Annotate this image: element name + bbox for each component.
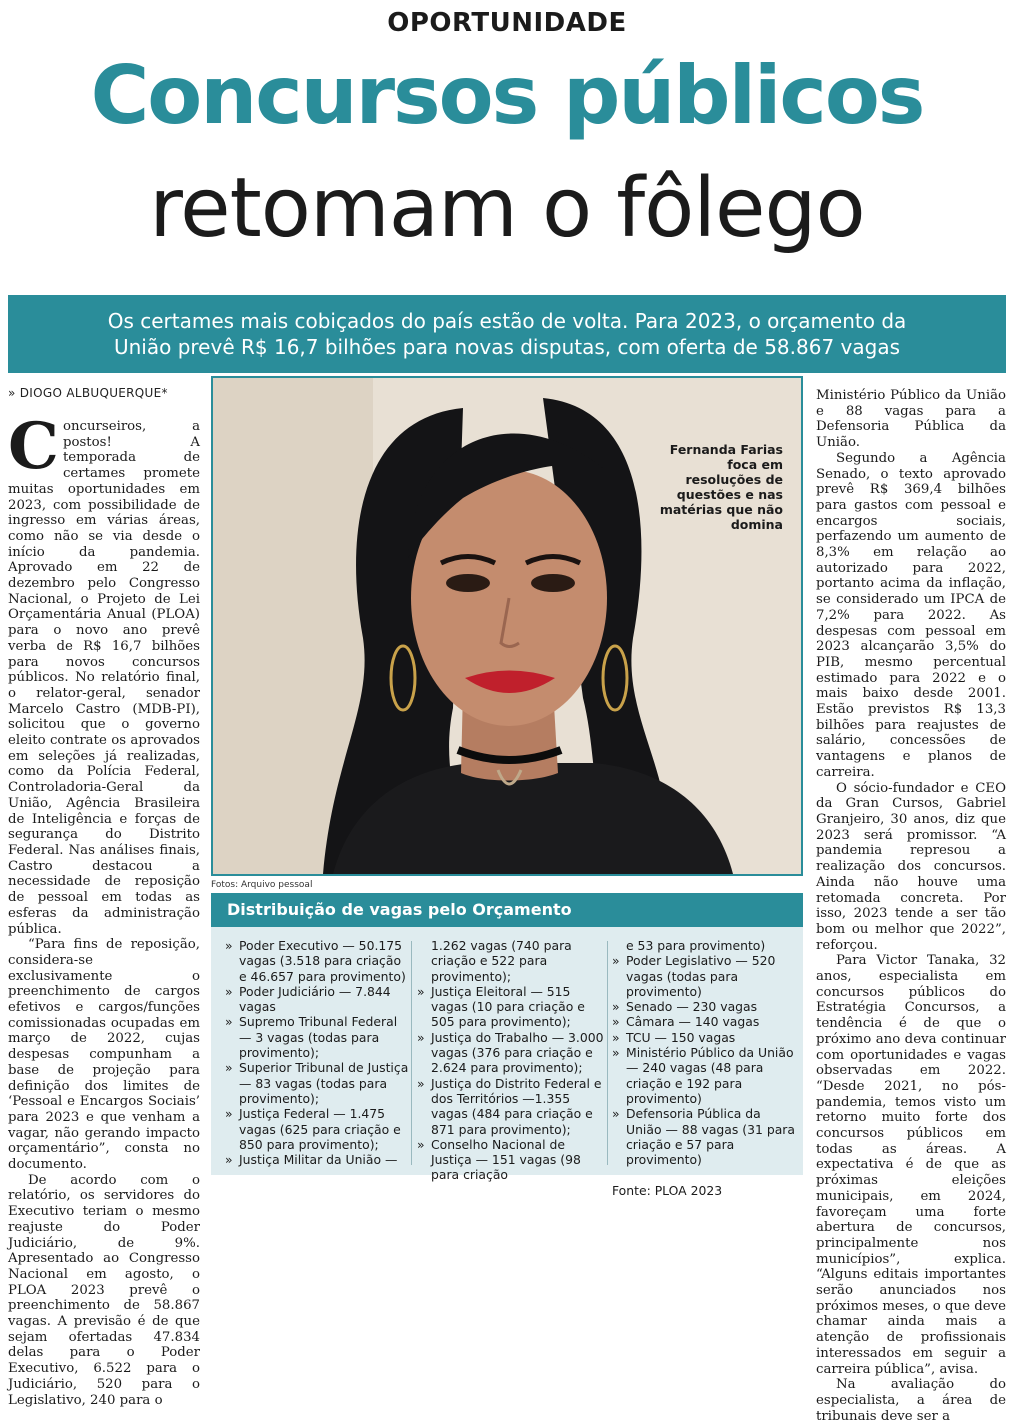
list-item — [612, 953, 795, 999]
bullet-icon: » — [225, 983, 233, 999]
list-item-text: Câmara — 140 vagas — [626, 1014, 760, 1030]
paragraph: Para Victor Tanaka, 32 anos, especialista em concursos públicos do Estratégia Concursos, a tendência é de que o próximo ano deva continuar com oportunidades e vagas observadas em 2022. “Desde 2021, no pós-pandemia, temos visto um retorno muito forte dos concursos públicos em todas as áreas. A expectativa é de que as próximas eleições municipais, em 2024, favoreçam uma forte abertura de concursos, principalmente nos municípios”, explica. “Alguns editais importantes serão anunciados nos próximos meses, o que deve chamar ainda mais a atenção de profissionais interessados em seguir a carreira pública”, avisa. — [816, 953, 1006, 1377]
list-item — [417, 1137, 604, 1183]
list-item-text: Justiça Eleitoral — 515 vagas (10 para criação e 505 para provimento); — [431, 983, 585, 1030]
section-kicker: OPORTUNIDADE — [387, 8, 627, 38]
column-divider — [411, 941, 412, 1165]
list-item — [225, 1106, 409, 1152]
paragraph-text: oncurseiros, a postos! A temporada de certames promete muitas oportunidades em 2023, com possibilidade de ingresso em várias áreas, como não se via desde o início da pandemia. Aprovado em 22 de dezembro pelo Congresso Nacional, o Projeto de Lei Orçamentária Anual (PLOA) para o novo ano prevê verba de R$ 16,7 bilhões para novos concursos públicos. No relatório final, o relator-geral, senador Marcelo Castro (MDB-PI), solicitou que o governo eleito contrate os aprovados em seleções já realizadas, como da Polícia Federal, Controladoria-Geral da União, Agência Brasileira de Inteligência e forças de segurança do Distrito Federal. Nas análises finais, Castro destacou a necessidade de reposição de pessoal em todas as esferas da administração pública. — [8, 419, 200, 937]
bullet-icon: » — [225, 1060, 233, 1076]
list-item — [612, 1030, 795, 1045]
list-item — [417, 1076, 604, 1137]
bullet-icon: » — [225, 1014, 233, 1030]
paragraph: Segundo a Agência Senado, o texto aprovado prevê R$ 369,4 bilhões para gastos com pessoal e encargos sociais, perfazendo um aumento de 8,3% em relação ao autorizado para 2022, portanto acima da inflação, se considerado um IPCA de 7,2% para 2022. As despesas com pessoal em 2023 alcançarão 3,5% do PIB, mesmo percentual estimado para 2022 e o mais baixo desde 2001. Estão previstos R$ 13,3 bilhões para reajustes de salário, concessões de vantagens e planos de carreira. — [816, 450, 1006, 780]
deck-line-2: União prevê R$ 16,7 bilhões para novas disputas, com oferta de 58.867 vagas — [113, 335, 900, 359]
list-item-text: Justiça Militar da União — — [239, 1152, 398, 1168]
article-column-left — [8, 409, 200, 1408]
list-item — [417, 1030, 604, 1076]
box-column-3 — [612, 938, 795, 1199]
list-item-continuation — [417, 938, 604, 984]
paragraph: Ministério Público da União e 88 vagas para a Defensoria Pública da União. — [816, 388, 1006, 451]
article-column-right — [816, 388, 1006, 1424]
list-item — [225, 984, 409, 1015]
list-item — [417, 984, 604, 1030]
photo-credit: Fotos: Arquivo pessoal — [211, 880, 313, 890]
paragraph: De acordo com o relatório, os servidores do Executivo teriam o mesmo reajuste do Poder Judiciário, de 9%. Apresentado ao Congresso Nacional em agosto, o PLOA 2023 prevê o preenchimento de 58.867 vagas. A previsão é de que sejam ofertadas 47.834 delas para o Poder Executivo, 6.522 para o Judiciário, 520 para o Legislativo, 240 para o — [8, 1172, 200, 1408]
list-item-text: TCU — 150 vagas — [626, 1029, 736, 1045]
list-item-text: Poder Executivo — 50.175 vagas (3.518 para criação e 46.657 para provimento) — [239, 938, 406, 984]
bullet-icon: » — [225, 1152, 233, 1168]
box-title: Distribuição de vagas pelo Orçamento — [211, 893, 803, 927]
box-column-2 — [417, 938, 604, 1183]
list-item — [612, 999, 795, 1014]
drop-cap: C — [8, 409, 59, 484]
list-item-text: Conselho Nacional de Justiça — 151 vagas (98 para criação — [431, 1136, 581, 1183]
bullet-icon: » — [612, 953, 620, 969]
headline-line-2: retomam o fôlego — [149, 161, 865, 256]
list-item-continuation — [612, 938, 795, 953]
bullet-icon: » — [612, 1106, 620, 1122]
paragraph: Na avaliação do especialista, a área de tribunais deve ser a — [816, 1377, 1006, 1424]
list-item-text: Defensoria Pública da União — 88 vagas (31 para criação e 57 para provimento) — [626, 1106, 795, 1168]
bullet-icon: » — [417, 1075, 425, 1091]
list-item-text: Ministério Público da União — 240 vagas (48 para criação e 192 para provimento) — [626, 1045, 794, 1106]
bullet-icon: » — [612, 999, 620, 1015]
bullet-icon: » — [417, 1029, 425, 1045]
list-item — [612, 1045, 795, 1106]
list-item-text: Superior Tribunal de Justiça — 83 vagas (todas para provimento); — [239, 1060, 409, 1106]
list-item-text: 1.262 vagas (740 para criação e 522 para provimento); — [431, 938, 572, 984]
bullet-icon: » — [417, 983, 425, 999]
bullet-icon: » — [612, 1029, 620, 1045]
deck-line-1: Os certames mais cobiçados do país estão de volta. Para 2023, o orçamento da — [107, 309, 907, 333]
bullet-icon: » — [225, 938, 233, 953]
list-item-text: Supremo Tribunal Federal — 3 vagas (todas para provimento); — [239, 1014, 398, 1061]
bullet-icon: » — [417, 1136, 425, 1152]
column-divider — [607, 941, 608, 1165]
photo-caption: Fernanda Farias foca em resoluções de questões e nas matérias que não domina — [659, 442, 783, 532]
list-item-text: e 53 para provimento) — [626, 938, 766, 953]
list-item — [225, 1152, 409, 1167]
headline-line-1: Concursos públicos — [90, 49, 924, 142]
paragraph: O sócio-fundador e CEO da Gran Cursos, Gabriel Granjeiro, 30 anos, diz que 2023 será promissor. “A pandemia represou a realização dos concursos. Ainda não houve uma retomada concreta. Por isso, 2023 tende a ser tão bom ou melhor que 2022”, reforçou. — [816, 780, 1006, 953]
box-source: Fonte: PLOA 2023 — [612, 1183, 723, 1199]
list-item-text: Poder Legislativo — 520 vagas (todas para provimento) — [626, 953, 776, 999]
deck-banner — [8, 295, 1006, 373]
paragraph — [8, 409, 200, 937]
bullet-icon: » — [225, 1106, 233, 1122]
byline: » DIOGO ALBUQUERQUE* — [8, 386, 168, 400]
list-item — [225, 938, 409, 984]
list-item — [225, 1060, 409, 1106]
list-item — [612, 1014, 795, 1029]
list-item-text: Senado — 230 vagas — [626, 999, 758, 1015]
list-item — [225, 1014, 409, 1060]
list-item-text: Justiça do Trabalho — 3.000 vagas (376 para criação e 2.624 para provimento); — [431, 1029, 604, 1076]
paragraph: “Para fins de reposição, considera-se exclusivamente o preenchimento de cargos efetivos e cargos/funções comissionadas ocupadas em março de 2022, cujas despesas compunham a base de projeção para definição dos limites de ‘Pessoal e Encargos Sociais’ para 2023 e que venham a vagar, não gerando impacto orçamentário”, consta no documento. — [8, 937, 200, 1173]
sidebar-box — [211, 893, 803, 1199]
list-item-text: Poder Judiciário — 7.844 vagas — [239, 983, 391, 1015]
list-item-text: Justiça Federal — 1.475 vagas (625 para criação e 850 para provimento); — [239, 1106, 401, 1152]
box-column-1 — [225, 938, 409, 1167]
bullet-icon: » — [612, 1045, 620, 1061]
bullet-icon: » — [612, 1014, 620, 1030]
list-item — [612, 1106, 795, 1167]
list-item-text: Justiça do Distrito Federal e dos Territórios —1.355 vagas (484 para criação e 871 para provimento); — [431, 1075, 602, 1137]
